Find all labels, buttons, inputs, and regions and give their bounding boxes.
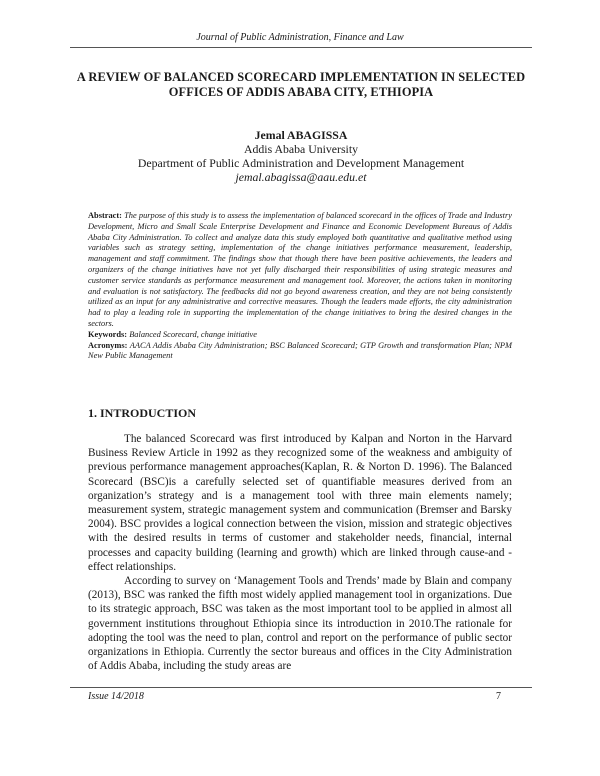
author-department: Department of Public Administration and Development Management: [137, 156, 465, 170]
acronyms-text: AACA Addis Ababa City Administration; BSC Balanced Scorecard; GTP Growth and transformation Plan; NPM New Public Management: [88, 340, 513, 361]
running-head: Journal of Public Administration, Finance and Law: [196, 32, 404, 43]
keywords-line: Keywords: Balanced Scorecard, change initiative: [88, 329, 257, 339]
body-paragraph: The balanced Scorecard was first introduced by Kalpan and Norton in the Harvard Business Review Article in 1992 as they recognized some of the weakness and ambiguity of previous performance management approaches(Kaplan, R. & Norton D. 1996). The Balanced Scorecard (BSC)is a carefully selected set of quantifiable measures derived from an organization’s strategy and is a management tool with three main elements namely; measurement system, strategic management system and communication (Bremser and Barsky 2004). BSC provides a logical connection between the vision, mission and strategic objectives with the desired results in terms of customer and stakeholder needs, financial, internal processes and capacity building (learning and growth) which are linked through cause-and -effect relationships.: [88, 433, 512, 573]
abstract-label: Abstract: [88, 211, 120, 220]
section-heading: 1. INTRODUCTION: [88, 406, 197, 420]
author-name: Jemal ABAGISSA: [254, 128, 348, 142]
section-body: [88, 432, 512, 673]
acronyms-label: Acronyms: [88, 340, 125, 350]
abstract: [88, 211, 512, 362]
footer-divider: [70, 687, 532, 688]
abstract-paragraph: Abstract: The purpose of this study is to assess the implementation of balanced scorecard in the offices of Trade and Industry Development, Micro and Small Scale Enterprise Development and Finance and Economic Development Bureaus of Addis Ababa City Administration. To collect and analyze data this study employed both quantitative and qualitative method using variables such as strategy setting, implementation of the change initiatives performance measurement, leadership, management and staff commitment. The findings show that though there have been positive achievements, the leaders and organizers of the change initiatives have not yet fully discharged their responsibilities of using strategic measures and customer service standards as performance measurement and management tool. Moreover, the actions taken in monitoring and evaluation is not satisfactory. The feedbacks did not go beyond awareness creation, and they are not being consistently utilized as an input for any administrative and corrective measures. Though the leaders made efforts, the city administration had to play a leading role in supporting the implementation of the change initiatives to bring the desired changes in the sectors.: [88, 211, 512, 328]
abstract-text: The purpose of this study is to assess the implementation of balanced scorecard in the offices of Trade and Industry Development, Micro and Small Scale Enterprise Development and Finance and Economic Development Bureaus of Addis Ababa City Administration. To collect and analyze data this study employed both quantitative and qualitative method using variables such as strategy setting, implementation of the change initiatives performance measurement, leadership, management and staff commitment. The findings show that though there have been positive achievements, the leaders and organizers of the change initiatives have not yet fully discharged their responsibilities of using strategic measures and customer service standards as performance measurement and management tool. Moreover, the actions taken in monitoring and evaluation is not satisfactory. The feedbacks did not go beyond awareness creation, and they are not being consistently utilized as an input for any administrative and corrective measures. Though the leaders made efforts, the city administration had to play a leading role in supporting the implementation of the change initiatives to bring the desired changes in the sectors.: [88, 211, 512, 328]
author-block: [60, 128, 542, 184]
author-email[interactable]: jemal.abagissa@aau.edu.et: [235, 170, 367, 184]
body-paragraph: According to survey on ‘Management Tools and Trends’ made by Blain and company (2013), BSC was ranked the fifth most widely applied management tool in organizations. Due to its strategic approach, BSC was taken as the most important tool to be applied in almost all government institutions throughout Ethiopia since its introduction in 2010.The rationale for adopting the tool was the need to plan, control and report on the performance of public sector organizations in Ethiopia. Currently the sector bureaus and offices in the City Administration of Addis Ababa, including the study areas are: [88, 575, 512, 673]
page-number: 7: [496, 691, 501, 702]
paper-title: A REVIEW OF BALANCED SCORECARD IMPLEMENTATION IN SELECTED OFFICES OF ADDIS ABABA CITY, ETHIOPIA: [76, 70, 526, 99]
acronyms-line: Acronyms: AACA Addis Ababa City Administration; BSC Balanced Scorecard; GTP Growth and transformation Plan; NPM New Public Management: [88, 340, 513, 361]
author-affiliation: Addis Ababa University: [243, 142, 359, 156]
keywords-label: Keywords: [88, 329, 125, 339]
header-divider: [70, 47, 532, 48]
footer-issue: Issue 14/2018: [88, 691, 144, 702]
keywords-text: Balanced Scorecard, change initiative: [129, 329, 257, 339]
